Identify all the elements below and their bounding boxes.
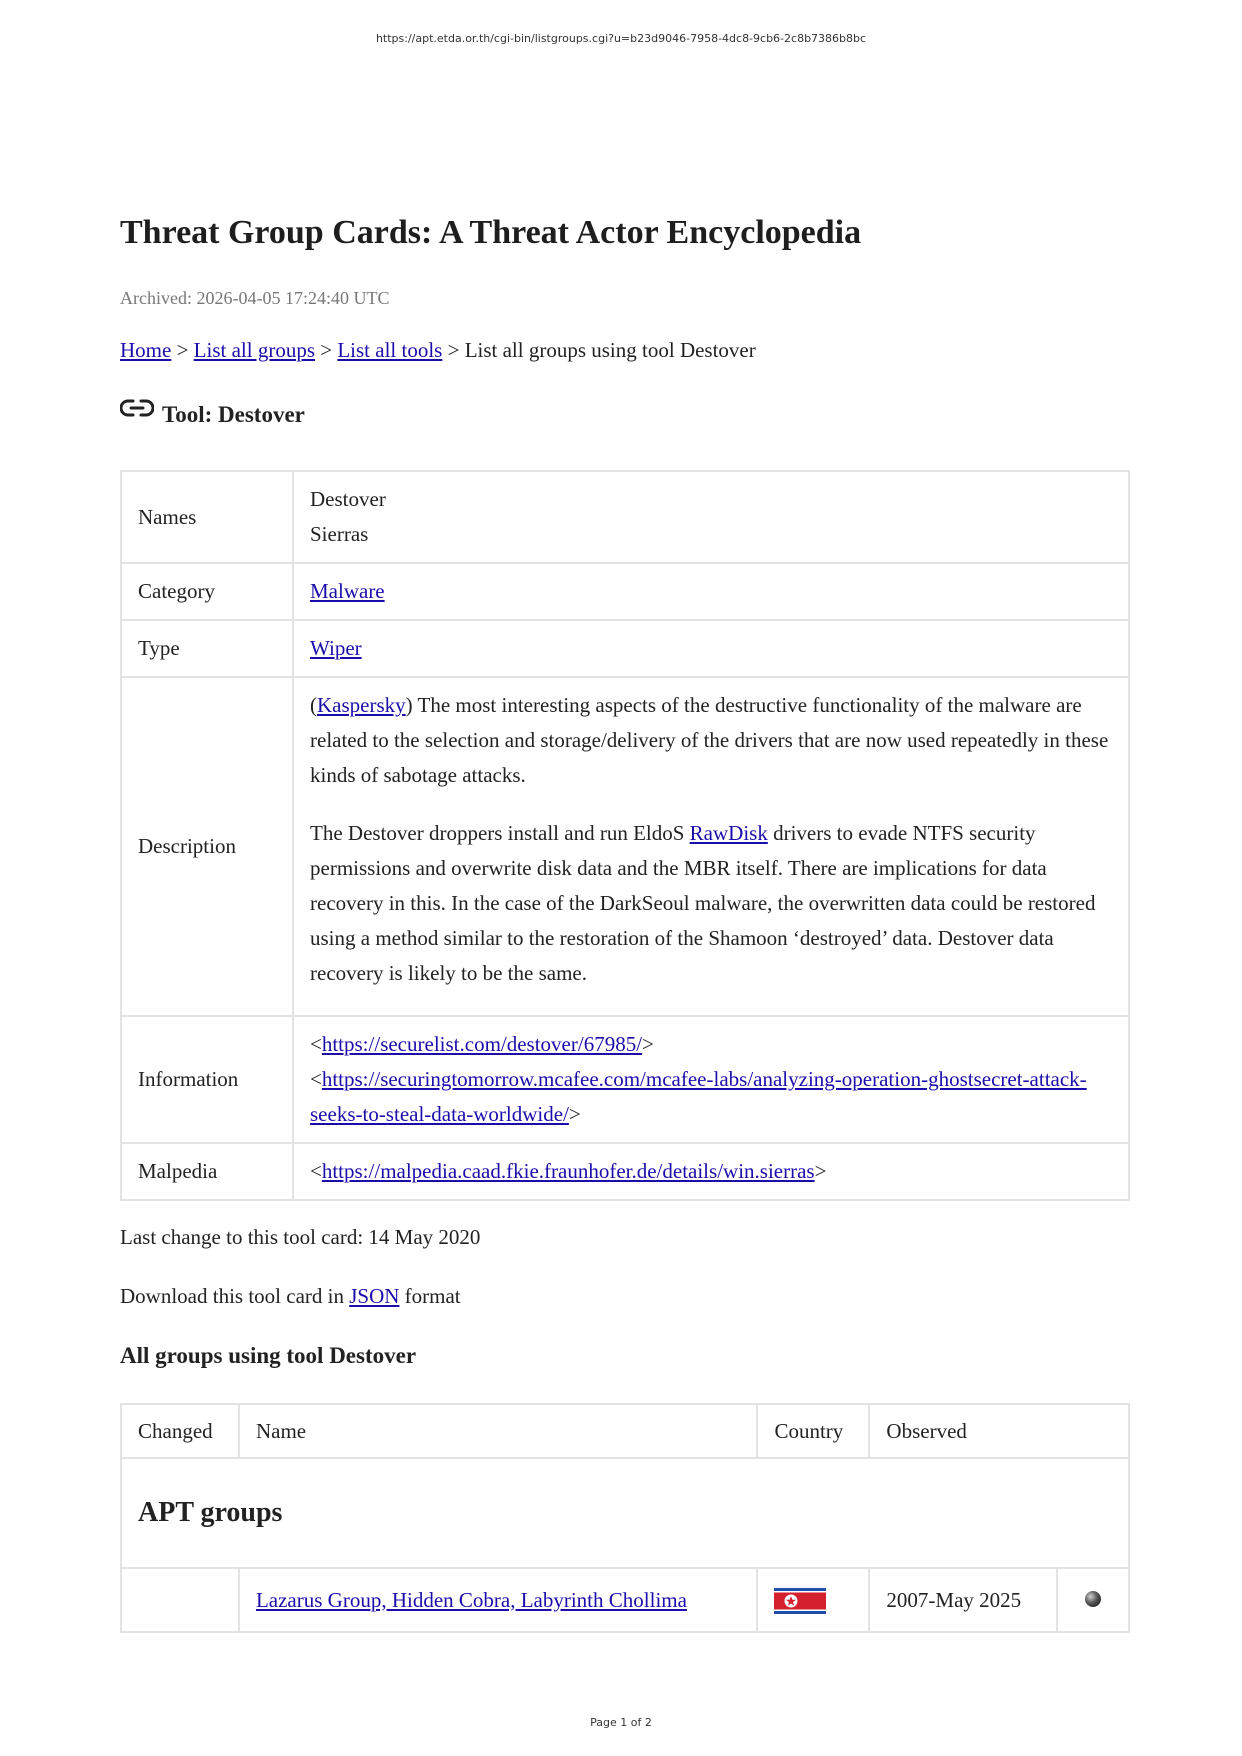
changed-cell [121, 1568, 239, 1632]
paren-open: ( [310, 693, 317, 717]
page-footer: Page 1 of 2 [590, 1716, 652, 1729]
country-cell [757, 1568, 869, 1632]
tool-heading-text: Tool: Destover [162, 402, 305, 427]
mcafee-link[interactable]: https://securingtomorrow.mcafee.com/mcafee-labs/analyzing-operation-ghostsecret-attack-seeks-to-steal-data-worldwide/ [310, 1067, 1087, 1126]
description-label: Description [121, 677, 293, 1016]
column-header-country: Country [757, 1404, 869, 1458]
description-paragraph [310, 816, 1112, 991]
breadcrumb-home-link[interactable]: Home [120, 338, 172, 362]
rawdisk-link[interactable]: RawDisk [689, 821, 768, 845]
link-icon [120, 398, 154, 418]
malpedia-value [293, 1143, 1129, 1200]
kaspersky-link[interactable]: Kaspersky [317, 693, 406, 717]
angle-open: < [310, 1159, 322, 1183]
download-text: Download this tool card in [120, 1284, 350, 1308]
north-korea-flag-icon [774, 1588, 826, 1614]
breadcrumb-separator: > [447, 338, 460, 362]
information-label: Information [121, 1016, 293, 1143]
name-cell [239, 1568, 758, 1632]
names-row [121, 471, 1129, 563]
category-label: Category [121, 563, 293, 620]
tool-name: Destover [310, 487, 386, 511]
groups-table-header [121, 1404, 1129, 1458]
angle-open: < [310, 1067, 322, 1091]
observed-cell: 2007-May 2025 [869, 1568, 1057, 1632]
tool-name: Sierras [310, 522, 369, 546]
column-header-name: Name [239, 1404, 758, 1458]
type-link[interactable]: Wiper [310, 636, 362, 660]
breadcrumb [120, 338, 756, 363]
download-line [120, 1284, 461, 1309]
malpedia-link[interactable]: https://malpedia.caad.fkie.fraunhofer.de/details/win.sierras [321, 1159, 815, 1183]
column-header-observed: Observed [869, 1404, 1129, 1458]
names-value [293, 471, 1129, 563]
description-text: drivers to evade NTFS security permissions and overwrite disk data and the MBR itself. There are implications for data recovery in this. In the case of the DarkSeoul malware, the overwritten data could be restored using a method similar to the restoration of the Shamoon ‘destroyed’ data. Destover data recovery is likely to be the same. [310, 821, 1096, 985]
globe-icon [1085, 1591, 1101, 1607]
section-title: APT groups [121, 1458, 1129, 1568]
groups-heading: All groups using tool Destover [120, 1343, 417, 1368]
status-cell [1057, 1568, 1129, 1632]
breadcrumb-current: List all groups using tool Destover [464, 338, 756, 362]
type-value [293, 620, 1129, 677]
last-change-text: Last change to this tool card: 14 May 2020 [120, 1225, 481, 1249]
angle-close: > [814, 1159, 827, 1183]
names-label: Names [121, 471, 293, 563]
angle-close: > [568, 1102, 581, 1126]
tool-card-table [120, 470, 1130, 1201]
info-link-line [310, 1062, 1112, 1132]
section-row [121, 1458, 1129, 1568]
breadcrumb-separator: > [176, 338, 189, 362]
angle-open: < [310, 1032, 322, 1056]
info-link-line [310, 1027, 1112, 1062]
category-row [121, 563, 1129, 620]
description-text: The Destover droppers install and run EldoS [310, 821, 690, 845]
angle-close: > [642, 1032, 654, 1056]
description-value [293, 677, 1129, 1016]
type-row [121, 620, 1129, 677]
groups-table [120, 1403, 1130, 1633]
information-value [293, 1016, 1129, 1143]
breadcrumb-separator: > [320, 338, 333, 362]
page-title: Threat Group Cards: A Threat Actor Encyclopedia [120, 214, 862, 251]
tool-heading [120, 402, 305, 428]
malpedia-row [121, 1143, 1129, 1200]
description-paragraph [310, 688, 1112, 793]
category-value [293, 563, 1129, 620]
type-label: Type [121, 620, 293, 677]
column-header-changed: Changed [121, 1404, 239, 1458]
securelist-link[interactable]: https://securelist.com/destover/67985/ [321, 1032, 643, 1056]
table-row [121, 1568, 1129, 1632]
archived-timestamp: Archived: 2026-04-05 17:24:40 UTC [120, 288, 390, 308]
print-url-header: https://apt.etda.or.th/cgi-bin/listgroups.cgi?u=b23d9046-7958-4dc8-9cb6-2c8b7386b8bc [375, 32, 867, 45]
description-row [121, 677, 1129, 1016]
group-link[interactable]: Lazarus Group, Hidden Cobra, Labyrinth Chollima [255, 1587, 687, 1612]
information-row [121, 1016, 1129, 1143]
category-link[interactable]: Malware [310, 579, 385, 603]
malpedia-label: Malpedia [121, 1143, 293, 1200]
description-text: ) The most interesting aspects of the destructive functionality of the malware are related to the selection and storage/delivery of the drivers that are now used repeatedly in these kinds of sabotage attacks. [310, 693, 1109, 787]
json-download-link[interactable]: JSON [349, 1284, 400, 1308]
breadcrumb-list-tools-link[interactable]: List all tools [337, 338, 443, 362]
download-text: format [399, 1284, 461, 1308]
breadcrumb-list-groups-link[interactable]: List all groups [193, 338, 315, 362]
